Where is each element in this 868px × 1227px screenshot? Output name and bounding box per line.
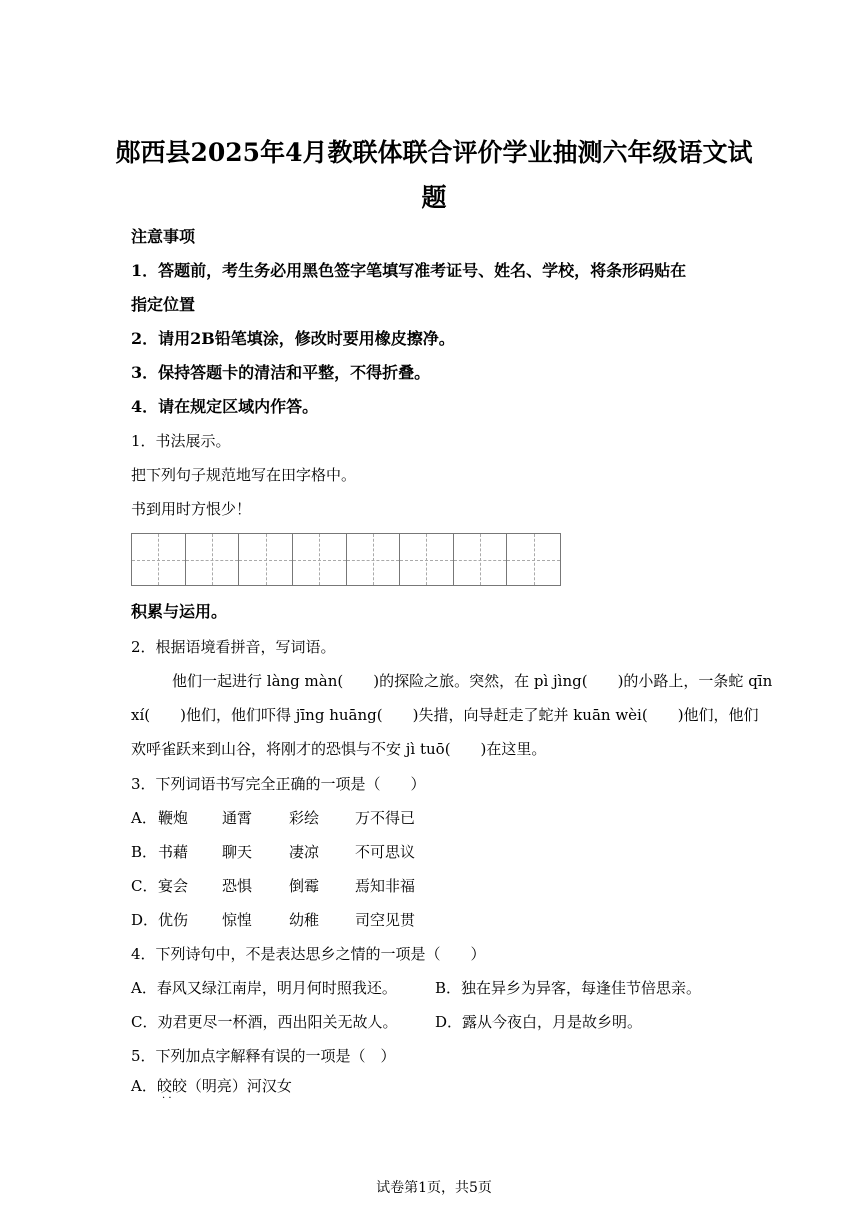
notice-item-4: 4．请在规定区域内作答。 xyxy=(131,397,319,416)
option-word: 倒霉 xyxy=(289,877,320,895)
option-word: 鞭炮 xyxy=(158,809,189,827)
q1-title: 1．书法展示。 xyxy=(131,432,231,450)
exam-title: 郧西县2025年4月教联体联合评价学业抽测六年级语文试 xyxy=(115,138,753,167)
option-word: 凄凉 xyxy=(289,843,320,861)
q4-option-d: D．露从今夜白，月是故乡明。 xyxy=(435,1013,643,1031)
notice-item-1-cont: 指定位置 xyxy=(131,295,196,314)
option-word: 司空见贯 xyxy=(355,911,416,929)
option-word: 惊惶 xyxy=(222,911,253,929)
q1-instruction: 把下列句子规范地写在田字格中。 xyxy=(131,466,357,484)
option-word: 万不得已 xyxy=(355,809,416,827)
q4-option-c: C．劝君更尽一杯酒，西出阳关无故人。 xyxy=(131,1013,398,1031)
q1-sentence: 书到用时方恨少！ xyxy=(131,500,252,518)
grid-cell xyxy=(186,534,240,585)
option-word: 不可思议 xyxy=(355,843,416,861)
grid-cell xyxy=(454,534,508,585)
option-word: 彩绘 xyxy=(289,809,320,827)
q5-option-a: A．皎皎（明亮）河汉女 xyxy=(131,1077,292,1095)
option-word: 书藉 xyxy=(158,843,189,861)
notice-item-3: 3．保持答题卡的清洁和平整，不得折叠。 xyxy=(131,363,431,382)
section-heading: 积累与运用。 xyxy=(131,602,228,621)
grid-cell xyxy=(132,534,186,585)
q2-text-line-3: 欢呼雀跃来到山谷，将刚才的恐惧与不安 jì tuō( )在这里。 xyxy=(131,740,547,758)
page-footer: 试卷第1页，共5页 xyxy=(376,1180,492,1196)
q3-title: 3．下列词语书写完全正确的一项是（ ） xyxy=(131,775,426,793)
notice-item-1: 1．答题前，考生务必用黑色签字笔填写准考证号、姓名、学校，将条形码贴在 xyxy=(131,261,687,280)
q5-title: 5．下列加点字解释有误的一项是（ ） xyxy=(131,1047,396,1065)
q2-text-line-2: xí( )他们，他们吓得 jīng huāng( )失措，向导赶走了蛇并 kuān wèi( )他们，他们 xyxy=(131,706,759,724)
option-word: 优伤 xyxy=(158,911,189,929)
option-word: 通霄 xyxy=(222,809,253,827)
notice-item-2: 2．请用2B铅笔填涂，修改时要用橡皮擦净。 xyxy=(131,329,455,348)
option-word: 幼稚 xyxy=(289,911,320,929)
notice-heading: 注意事项 xyxy=(131,227,196,246)
exam-title-continued: 题 xyxy=(421,183,447,212)
option-label: C． xyxy=(131,877,158,895)
option-word: 聊天 xyxy=(222,843,253,861)
option-label: A． xyxy=(131,809,157,827)
grid-cell xyxy=(400,534,454,585)
grid-cell xyxy=(293,534,347,585)
q2-text-line-1: 他们一起进行 làng màn( )的探险之旅。突然，在 pì jìng( )的小路上，一条蛇 qīn xyxy=(172,672,773,690)
grid-cell xyxy=(347,534,401,585)
emphasis-dots: · · xyxy=(162,1093,172,1104)
option-label: B． xyxy=(131,843,158,861)
q4-option-b: B．独在异乡为异客，每逢佳节倍思亲。 xyxy=(435,979,702,997)
option-word: 恐惧 xyxy=(222,877,253,895)
option-label: D． xyxy=(131,911,159,929)
option-word: 宴会 xyxy=(158,877,189,895)
q4-option-a: A．春风又绿江南岸，明月何时照我还。 xyxy=(131,979,397,997)
tianzige-grid xyxy=(131,533,561,586)
q4-title: 4．下列诗句中，不是表达思乡之情的一项是（ ） xyxy=(131,945,486,963)
grid-cell xyxy=(507,534,560,585)
option-word: 焉知非福 xyxy=(355,877,416,895)
grid-cell xyxy=(239,534,293,585)
q2-title: 2．根据语境看拼音，写词语。 xyxy=(131,638,336,656)
